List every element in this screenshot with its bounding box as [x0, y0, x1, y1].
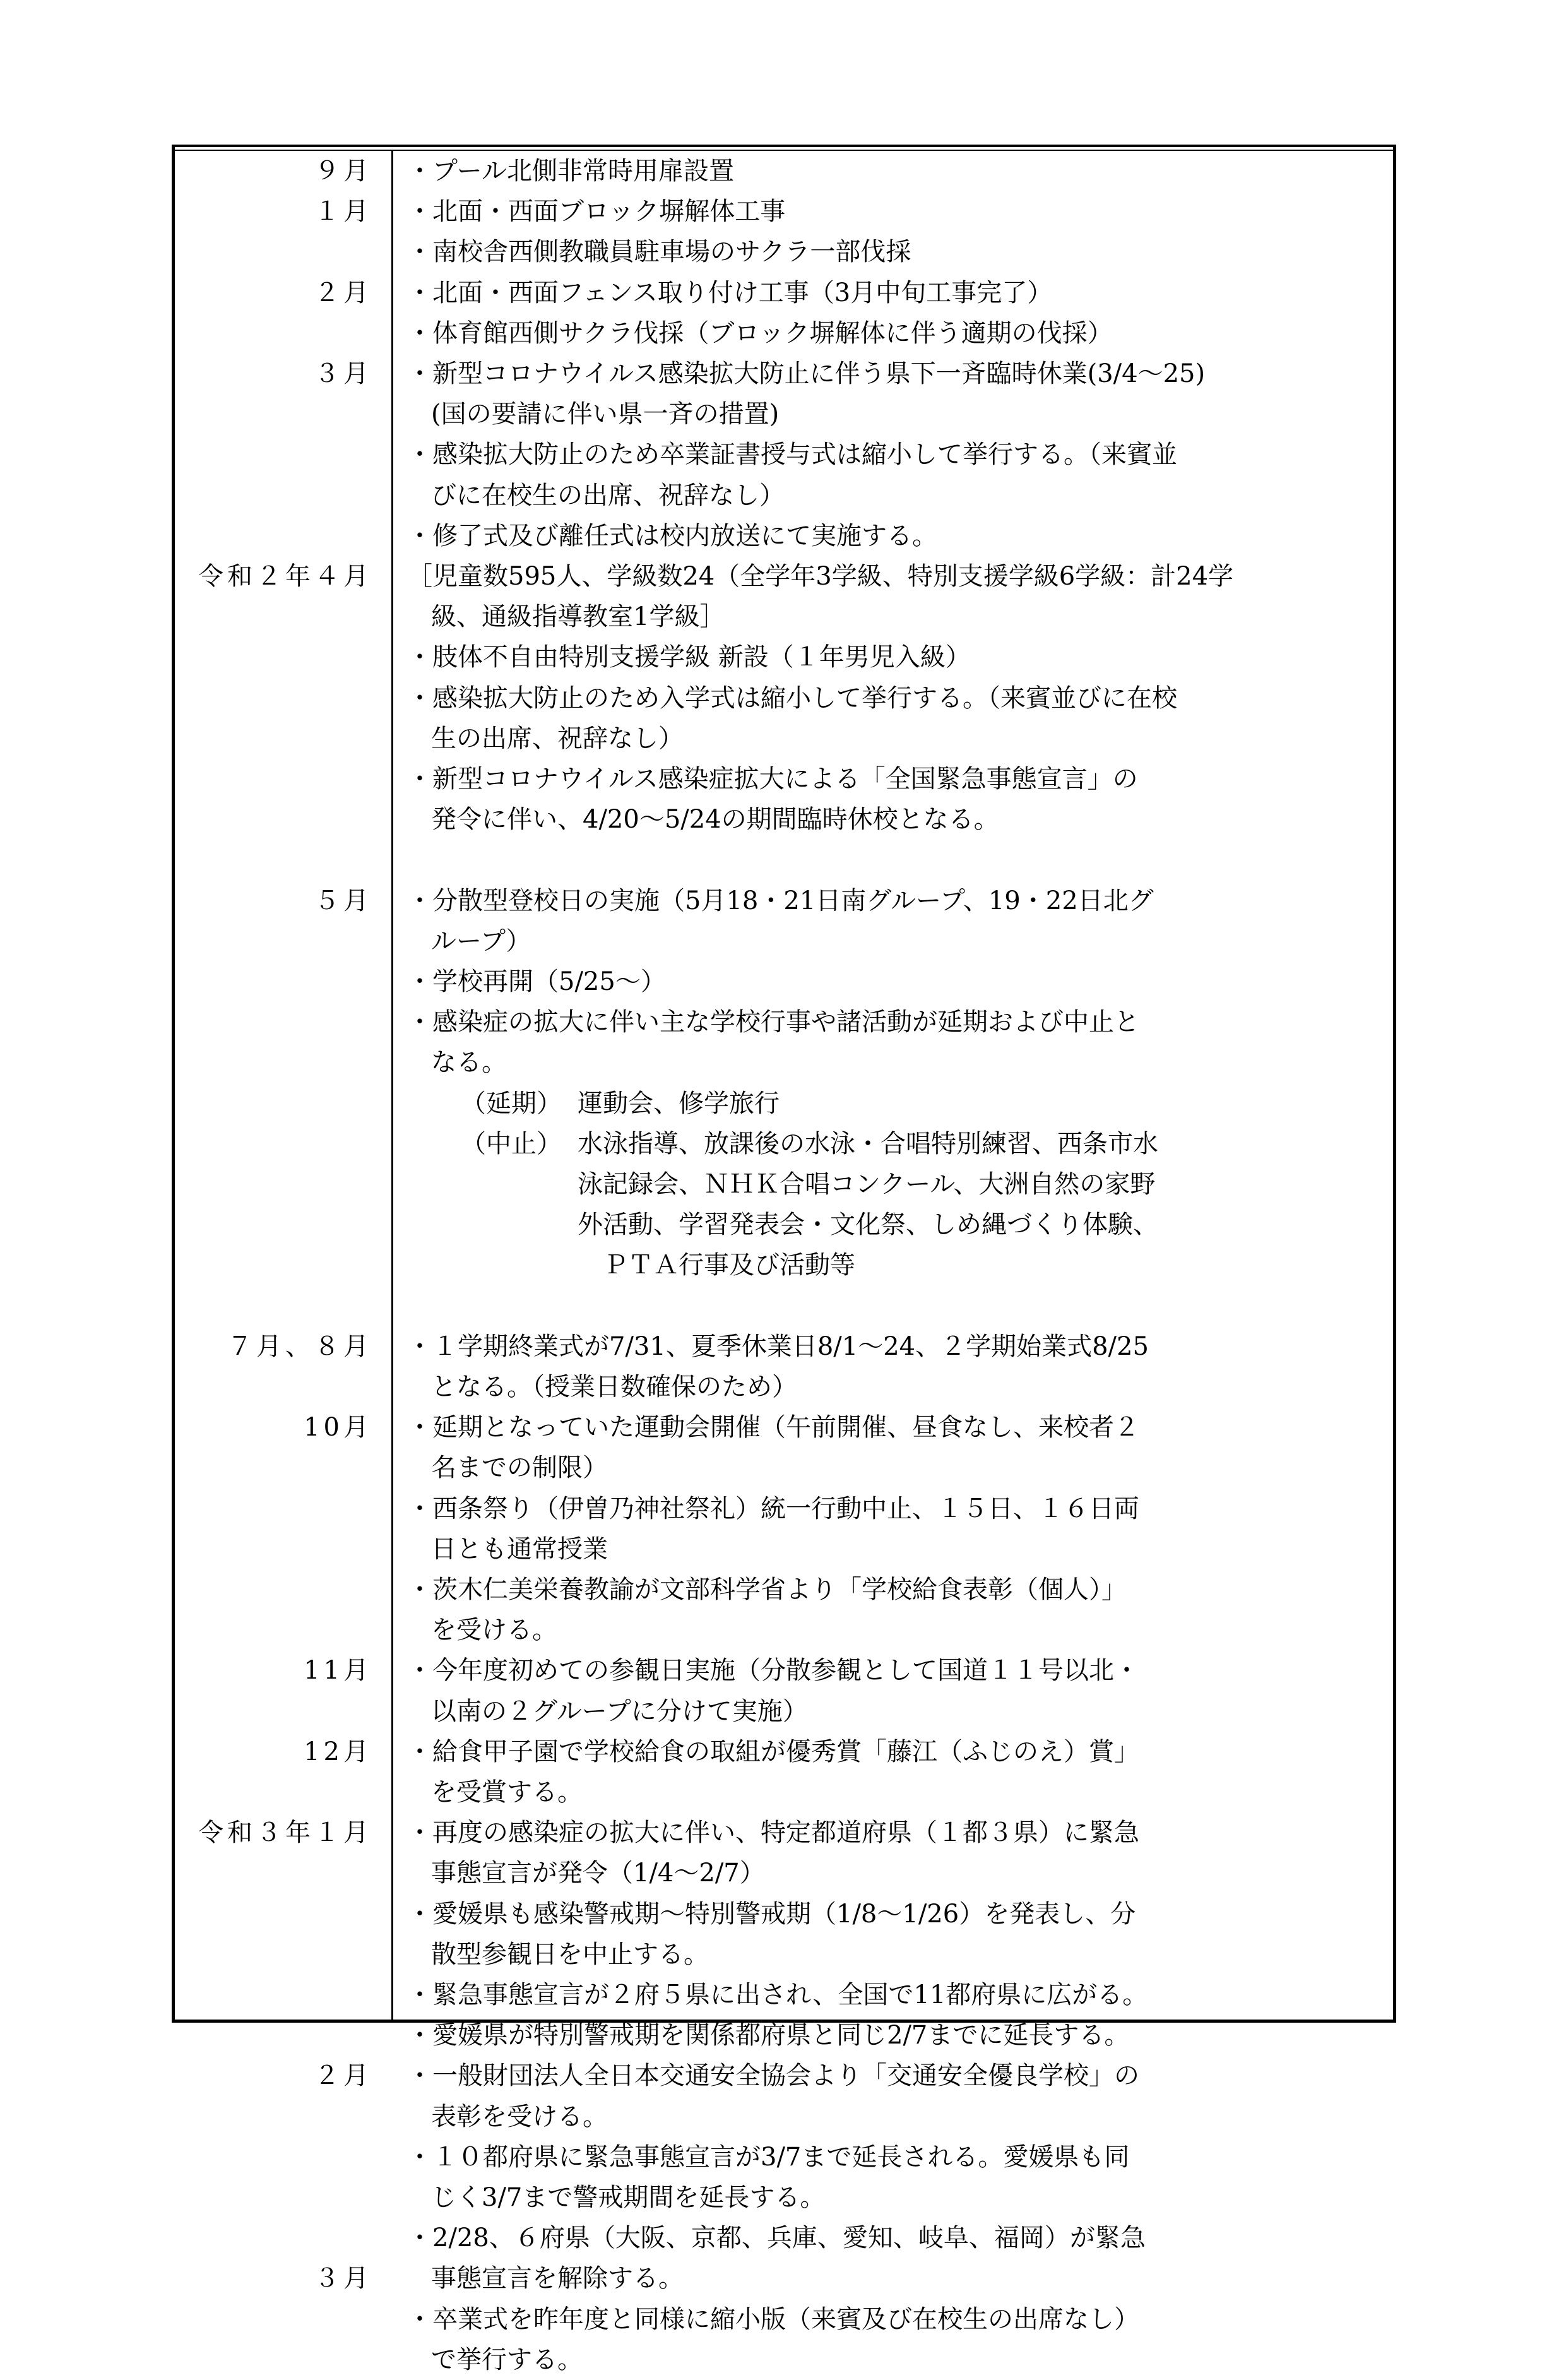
- event-continuation: 散型参観日を中止する。: [431, 1939, 709, 1969]
- postponed-events: 運動会、修学旅行: [578, 1088, 780, 1118]
- event-item: ・愛媛県が特別警戒期を関係都府県と同じ2/7までに延長する。: [407, 2021, 1130, 2050]
- sub-category-label: （延期）: [461, 1088, 562, 1118]
- event-continuation: 日とも通常授業: [431, 1534, 608, 1564]
- sub-category-label: （中止）: [461, 1129, 562, 1158]
- column-divider: [391, 150, 393, 2021]
- event-item: ・感染拡大防止のため入学式は縮小して挙行する。（来賓並びに在校: [407, 683, 1177, 713]
- event-item: ・分散型登校日の実施（5月18・21日南グループ、19・22日北グ: [407, 886, 1154, 915]
- event-item: ・１学期終業式が7/31、夏季休業日8/1～24、２学期始業式8/25: [407, 1331, 1149, 1361]
- event-item: ・西条祭り（伊曽乃神社祭礼）統一行動中止、１５日、１６日両: [407, 1494, 1139, 1523]
- event-item: ・新型コロナウイルス感染症拡大による「全国緊急事態宣言」の: [407, 765, 1138, 794]
- month-label: ５月: [314, 886, 372, 915]
- event-item: ・修了式及び離任式は校内放送にて実施する。: [407, 521, 937, 550]
- event-item: ・延期となっていた運動会開催（午前開催、昼食なし、来校者２: [407, 1413, 1139, 1443]
- event-continuation: 生の出席、祝辞なし）: [431, 723, 684, 753]
- event-item: ・南校舎西側教職員駐車場のサクラ一部伐採: [407, 237, 911, 267]
- event-item: ・卒業式を昨年度と同様に縮小版（来賓及び在校生の出席なし）: [407, 2304, 1139, 2334]
- month-label: 令和３年１月: [198, 1818, 372, 1848]
- event-continuation: 名までの制限）: [431, 1453, 608, 1483]
- event-item: ・肢体不自由特別支援学級 新設（１年男児入級）: [407, 643, 971, 672]
- event-item: ・愛媛県も感染警戒期～特別警戒期（1/8～1/26）を発表し、分: [407, 1899, 1136, 1929]
- event-item: ・体育館西側サクラ伐採（ブロック塀解体に伴う適期の伐採）: [407, 318, 1113, 348]
- cancelled-events: ＰＴＡ行事及び活動等: [603, 1251, 855, 1280]
- event-continuation: 以南の２グループに分けて実施）: [431, 1696, 808, 1726]
- event-item: ・プール北側非常時用扉設置: [407, 157, 734, 186]
- event-continuation: ループ）: [431, 926, 531, 956]
- event-item: ・再度の感染症の拡大に伴い、特定都道府県（１都３県）に緊急: [407, 1818, 1139, 1848]
- month-label: 令和２年４月: [198, 562, 372, 591]
- event-continuation: 表彰を受ける。: [431, 2102, 608, 2131]
- event-continuation: (国の要請に伴い県一斉の措置): [431, 400, 780, 429]
- event-item: ・新型コロナウイルス感染拡大防止に伴う県下一斉臨時休業(3/4～25): [407, 359, 1206, 388]
- cancelled-events: 泳記録会、ＮＨＫ合唱コンクール、大洲自然の家野: [578, 1170, 1156, 1199]
- event-continuation: 事態宣言が発令（1/4～2/7）: [431, 1859, 765, 1888]
- event-item: ・１０都府県に緊急事態宣言が3/7まで延長される。愛媛県も同: [407, 2142, 1130, 2172]
- event-continuation: じく3/7まで警戒期間を延長する。: [431, 2183, 826, 2212]
- event-continuation: 事態宣言を解除する。: [431, 2264, 684, 2294]
- event-item: ・緊急事態宣言が２府５県に出され、全国で11都府県に広がる。: [407, 1980, 1148, 2009]
- event-item: ・茨木仁美栄養教諭が文部科学省より「学校給食表彰（個人）」: [407, 1575, 1127, 1604]
- event-continuation: で挙行する。: [431, 2345, 583, 2374]
- event-continuation: 発令に伴い、4/20～5/24の期間臨時休校となる。: [431, 805, 999, 835]
- month-label: ３月: [314, 359, 372, 388]
- event-item: ［児童数595人、学級数24（全学年3学級、特別支援学級6学級：計24学: [407, 562, 1234, 591]
- event-item: ・一般財団法人全日本交通安全協会より「交通安全優良学校」の: [407, 2061, 1139, 2091]
- month-label: 10月: [304, 1413, 372, 1443]
- month-label: ９月: [314, 157, 372, 186]
- month-label: １月: [314, 197, 372, 227]
- event-item: ・感染症の拡大に伴い主な学校行事や諸活動が延期および中止と: [407, 1008, 1139, 1037]
- event-item: ・2/28、６府県（大阪、京都、兵庫、愛知、岐阜、福岡）が緊急: [407, 2223, 1146, 2253]
- event-item: ・北面・西面フェンス取り付け工事（3月中旬工事完了）: [407, 278, 1053, 307]
- cancelled-events: 水泳指導、放課後の水泳・合唱特別練習、西条市水: [578, 1129, 1158, 1158]
- cancelled-events: 外活動、学習発表会・文化祭、しめ縄づくり体験、: [578, 1210, 1158, 1240]
- month-label: ２月: [314, 2061, 372, 2091]
- month-label: ２月: [314, 278, 372, 307]
- month-label: ７月、８月: [227, 1331, 372, 1361]
- month-label: ３月: [314, 2264, 372, 2294]
- month-label: 11月: [304, 1656, 372, 1686]
- event-continuation: を受賞する。: [431, 1778, 583, 1807]
- event-item: ・北面・西面ブロック塀解体工事: [407, 197, 786, 227]
- event-item: ・学校再開（5/25～）: [407, 967, 666, 996]
- event-item: ・感染拡大防止のため卒業証書授与式は縮小して挙行する。（来賓並: [407, 440, 1177, 470]
- event-continuation: を受ける。: [431, 1615, 557, 1645]
- event-item: ・給食甲子園で学校給食の取組が優秀賞「藤江（ふじのえ）賞」: [407, 1737, 1139, 1766]
- event-continuation: 級、通級指導教室1学級］: [431, 602, 725, 632]
- event-continuation: となる。（授業日数確保のため）: [431, 1372, 797, 1401]
- event-continuation: びに在校生の出席、祝辞なし）: [431, 480, 785, 510]
- event-continuation: なる。: [431, 1048, 507, 1078]
- month-label: 12月: [304, 1737, 372, 1766]
- event-item: ・今年度初めての参観日実施（分散参観として国道１１号以北・: [407, 1656, 1139, 1686]
